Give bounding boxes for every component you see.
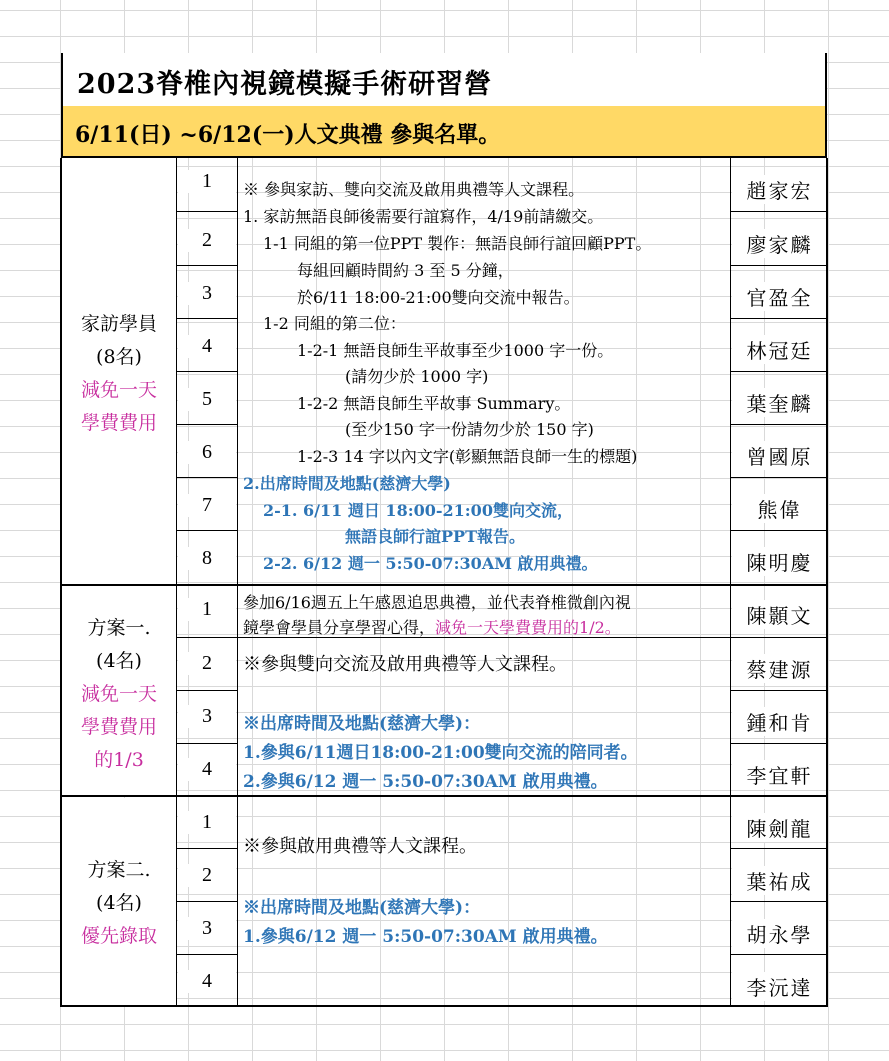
grid-line bbox=[731, 954, 826, 955]
member-name: 官盈全 bbox=[732, 282, 827, 311]
row-number: 6 bbox=[178, 441, 236, 464]
grid-line bbox=[177, 371, 237, 372]
content-line: 2.出席時間及地點(慈濟大學) bbox=[243, 474, 451, 493]
member-name: 葉祐成 bbox=[732, 866, 827, 895]
member-name: 鍾和肯 bbox=[732, 707, 827, 736]
row-number: 1 bbox=[178, 170, 236, 193]
group-note: 減免一天 bbox=[80, 683, 157, 705]
grid-line bbox=[177, 265, 237, 266]
group-label: 方案二. bbox=[87, 859, 151, 881]
grid-line bbox=[177, 743, 237, 744]
row-number: 8 bbox=[178, 547, 236, 570]
row-number: 4 bbox=[178, 758, 236, 781]
group-count: (8名) bbox=[96, 346, 142, 368]
grid-line bbox=[731, 690, 826, 691]
group-note: 的1/3 bbox=[94, 749, 144, 771]
group-count: (4名) bbox=[96, 892, 142, 914]
grid-line bbox=[826, 158, 828, 1007]
member-name: 李沅達 bbox=[732, 972, 827, 1001]
member-name: 熊偉 bbox=[732, 494, 827, 523]
content-line: 1-2 同組的第二位： bbox=[263, 314, 406, 333]
grid-line bbox=[731, 477, 826, 478]
member-name: 蔡建源 bbox=[732, 654, 827, 683]
grid-line bbox=[731, 265, 826, 266]
content-line: 1-2-3 14 字以內文字(彰顯無語良師一生的標題) bbox=[297, 447, 638, 466]
member-name: 趙家宏 bbox=[732, 175, 827, 204]
document-title-row bbox=[61, 53, 827, 106]
grid-line bbox=[731, 743, 826, 744]
content-line: 每組回顧時間約 3 至 5 分鐘， bbox=[297, 261, 514, 280]
content-line: 無語良師行誼PPT報告。 bbox=[345, 527, 525, 546]
content-line: ※參與啟用典禮等人文課程。 bbox=[243, 836, 477, 857]
group-label-plan-two bbox=[61, 798, 177, 1006]
grid-line bbox=[177, 477, 237, 478]
member-name: 胡永學 bbox=[732, 919, 827, 948]
grid-line bbox=[731, 848, 826, 849]
grid-line bbox=[177, 424, 237, 425]
grid-line bbox=[177, 848, 237, 849]
grid-line bbox=[60, 158, 62, 1007]
content-line: ※出席時間及地點(慈濟大學)： bbox=[243, 898, 481, 918]
grid-line bbox=[731, 530, 826, 531]
grid-line bbox=[731, 371, 826, 372]
row-number: 3 bbox=[178, 917, 236, 940]
grid-line bbox=[731, 424, 826, 425]
group-count: (4名) bbox=[96, 650, 142, 672]
grid-line bbox=[60, 584, 828, 586]
content-line: 參加6/16週五上午感恩追思典禮，並代表脊椎微創內視 bbox=[243, 593, 631, 612]
content-line: 1-2-2 無語良師生平故事 Summary。 bbox=[297, 394, 571, 413]
content-line: 1-1 同組的第一位PPT 製作：無語良師行誼回顧PPT。 bbox=[263, 234, 652, 253]
content-line: (請勿少於 1000 字) bbox=[345, 367, 489, 386]
member-name: 陳劍龍 bbox=[732, 813, 827, 842]
row-number: 2 bbox=[178, 864, 236, 887]
content-line: 1.參與6/11週日18:00-21:00雙向交流的陪同者。 bbox=[243, 743, 638, 763]
content-line bbox=[243, 615, 621, 638]
grid-line bbox=[177, 530, 237, 531]
content-line: 1.參與6/12 週一 5:50-07:30AM 啟用典禮。 bbox=[243, 927, 608, 947]
grid-line bbox=[176, 158, 177, 1007]
document-title: 2023脊椎內視鏡模擬手術研習營 bbox=[77, 69, 493, 100]
grid-line bbox=[730, 158, 731, 1007]
group-label: 家訪學員 bbox=[80, 313, 157, 335]
row-number: 3 bbox=[178, 705, 236, 728]
group-label-plan-one bbox=[61, 586, 177, 796]
subtitle: 6/11(日) ~6/12(一)人文典禮 參與名單。 bbox=[75, 122, 501, 148]
member-name: 葉奎麟 bbox=[732, 388, 827, 417]
row-number: 5 bbox=[178, 388, 236, 411]
content-line: ※出席時間及地點(慈濟大學)： bbox=[243, 714, 481, 734]
grid-line bbox=[177, 318, 237, 319]
member-name: 陳明慶 bbox=[732, 547, 827, 576]
content-text: 鏡學會學員分享學習心得， bbox=[243, 618, 436, 637]
member-name: 曾國原 bbox=[732, 441, 827, 470]
grid-line bbox=[731, 318, 826, 319]
member-name: 陳顥文 bbox=[732, 600, 827, 629]
content-line: 2.參與6/12 週一 5:50-07:30AM 啟用典禮。 bbox=[243, 772, 608, 792]
grid-line bbox=[60, 795, 828, 797]
content-line: 2-2. 6/12 週一 5:50-07:30AM 啟用典禮。 bbox=[263, 554, 598, 573]
group-note: 減免一天 bbox=[80, 379, 157, 401]
grid-line bbox=[177, 954, 237, 955]
row-number: 7 bbox=[178, 494, 236, 517]
group-note: 學費費用 bbox=[80, 716, 157, 738]
member-name: 林冠廷 bbox=[732, 335, 827, 364]
group-label: 方案一. bbox=[87, 617, 151, 639]
row-number: 4 bbox=[178, 970, 236, 993]
group-label-home-visit bbox=[61, 158, 177, 584]
content-line: ※參與雙向交流及啟用典禮等人文課程。 bbox=[243, 654, 567, 675]
grid-line bbox=[731, 901, 826, 902]
subtitle-banner bbox=[61, 106, 827, 158]
member-name: 廖家麟 bbox=[732, 229, 827, 258]
grid-line bbox=[177, 637, 828, 638]
content-line: (至少150 字一份請勿少於 150 字) bbox=[345, 420, 594, 439]
grid-line bbox=[177, 211, 237, 212]
content-line: 1-2-1 無語良師生平故事至少1000 字一份。 bbox=[297, 341, 614, 360]
grid-line bbox=[731, 211, 826, 212]
row-number: 1 bbox=[178, 598, 236, 621]
grid-line bbox=[177, 690, 237, 691]
row-number: 2 bbox=[178, 652, 236, 675]
content-line: 2-1. 6/11 週日 18:00-21:00雙向交流， bbox=[263, 501, 573, 520]
row-number: 2 bbox=[178, 229, 236, 252]
content-line: 於6/11 18:00-21:00雙向交流中報告。 bbox=[297, 288, 580, 307]
group-note: 學費費用 bbox=[80, 412, 157, 434]
grid-line bbox=[60, 1005, 828, 1007]
content-line: ※ 參與家訪、雙向交流及啟用典禮等人文課程。 bbox=[243, 180, 585, 199]
fee-reduction-note: 減免一天學費費用的1/2。 bbox=[435, 618, 621, 637]
content-line: 1. 家訪無語良師後需要行誼寫作，4/19前請繳交。 bbox=[243, 207, 604, 226]
row-number: 4 bbox=[178, 335, 236, 358]
group-note: 優先錄取 bbox=[80, 925, 157, 947]
grid-line bbox=[237, 158, 238, 1007]
grid-line bbox=[177, 901, 237, 902]
member-name: 李宜軒 bbox=[732, 760, 827, 789]
row-number: 1 bbox=[178, 811, 236, 834]
row-number: 3 bbox=[178, 282, 236, 305]
